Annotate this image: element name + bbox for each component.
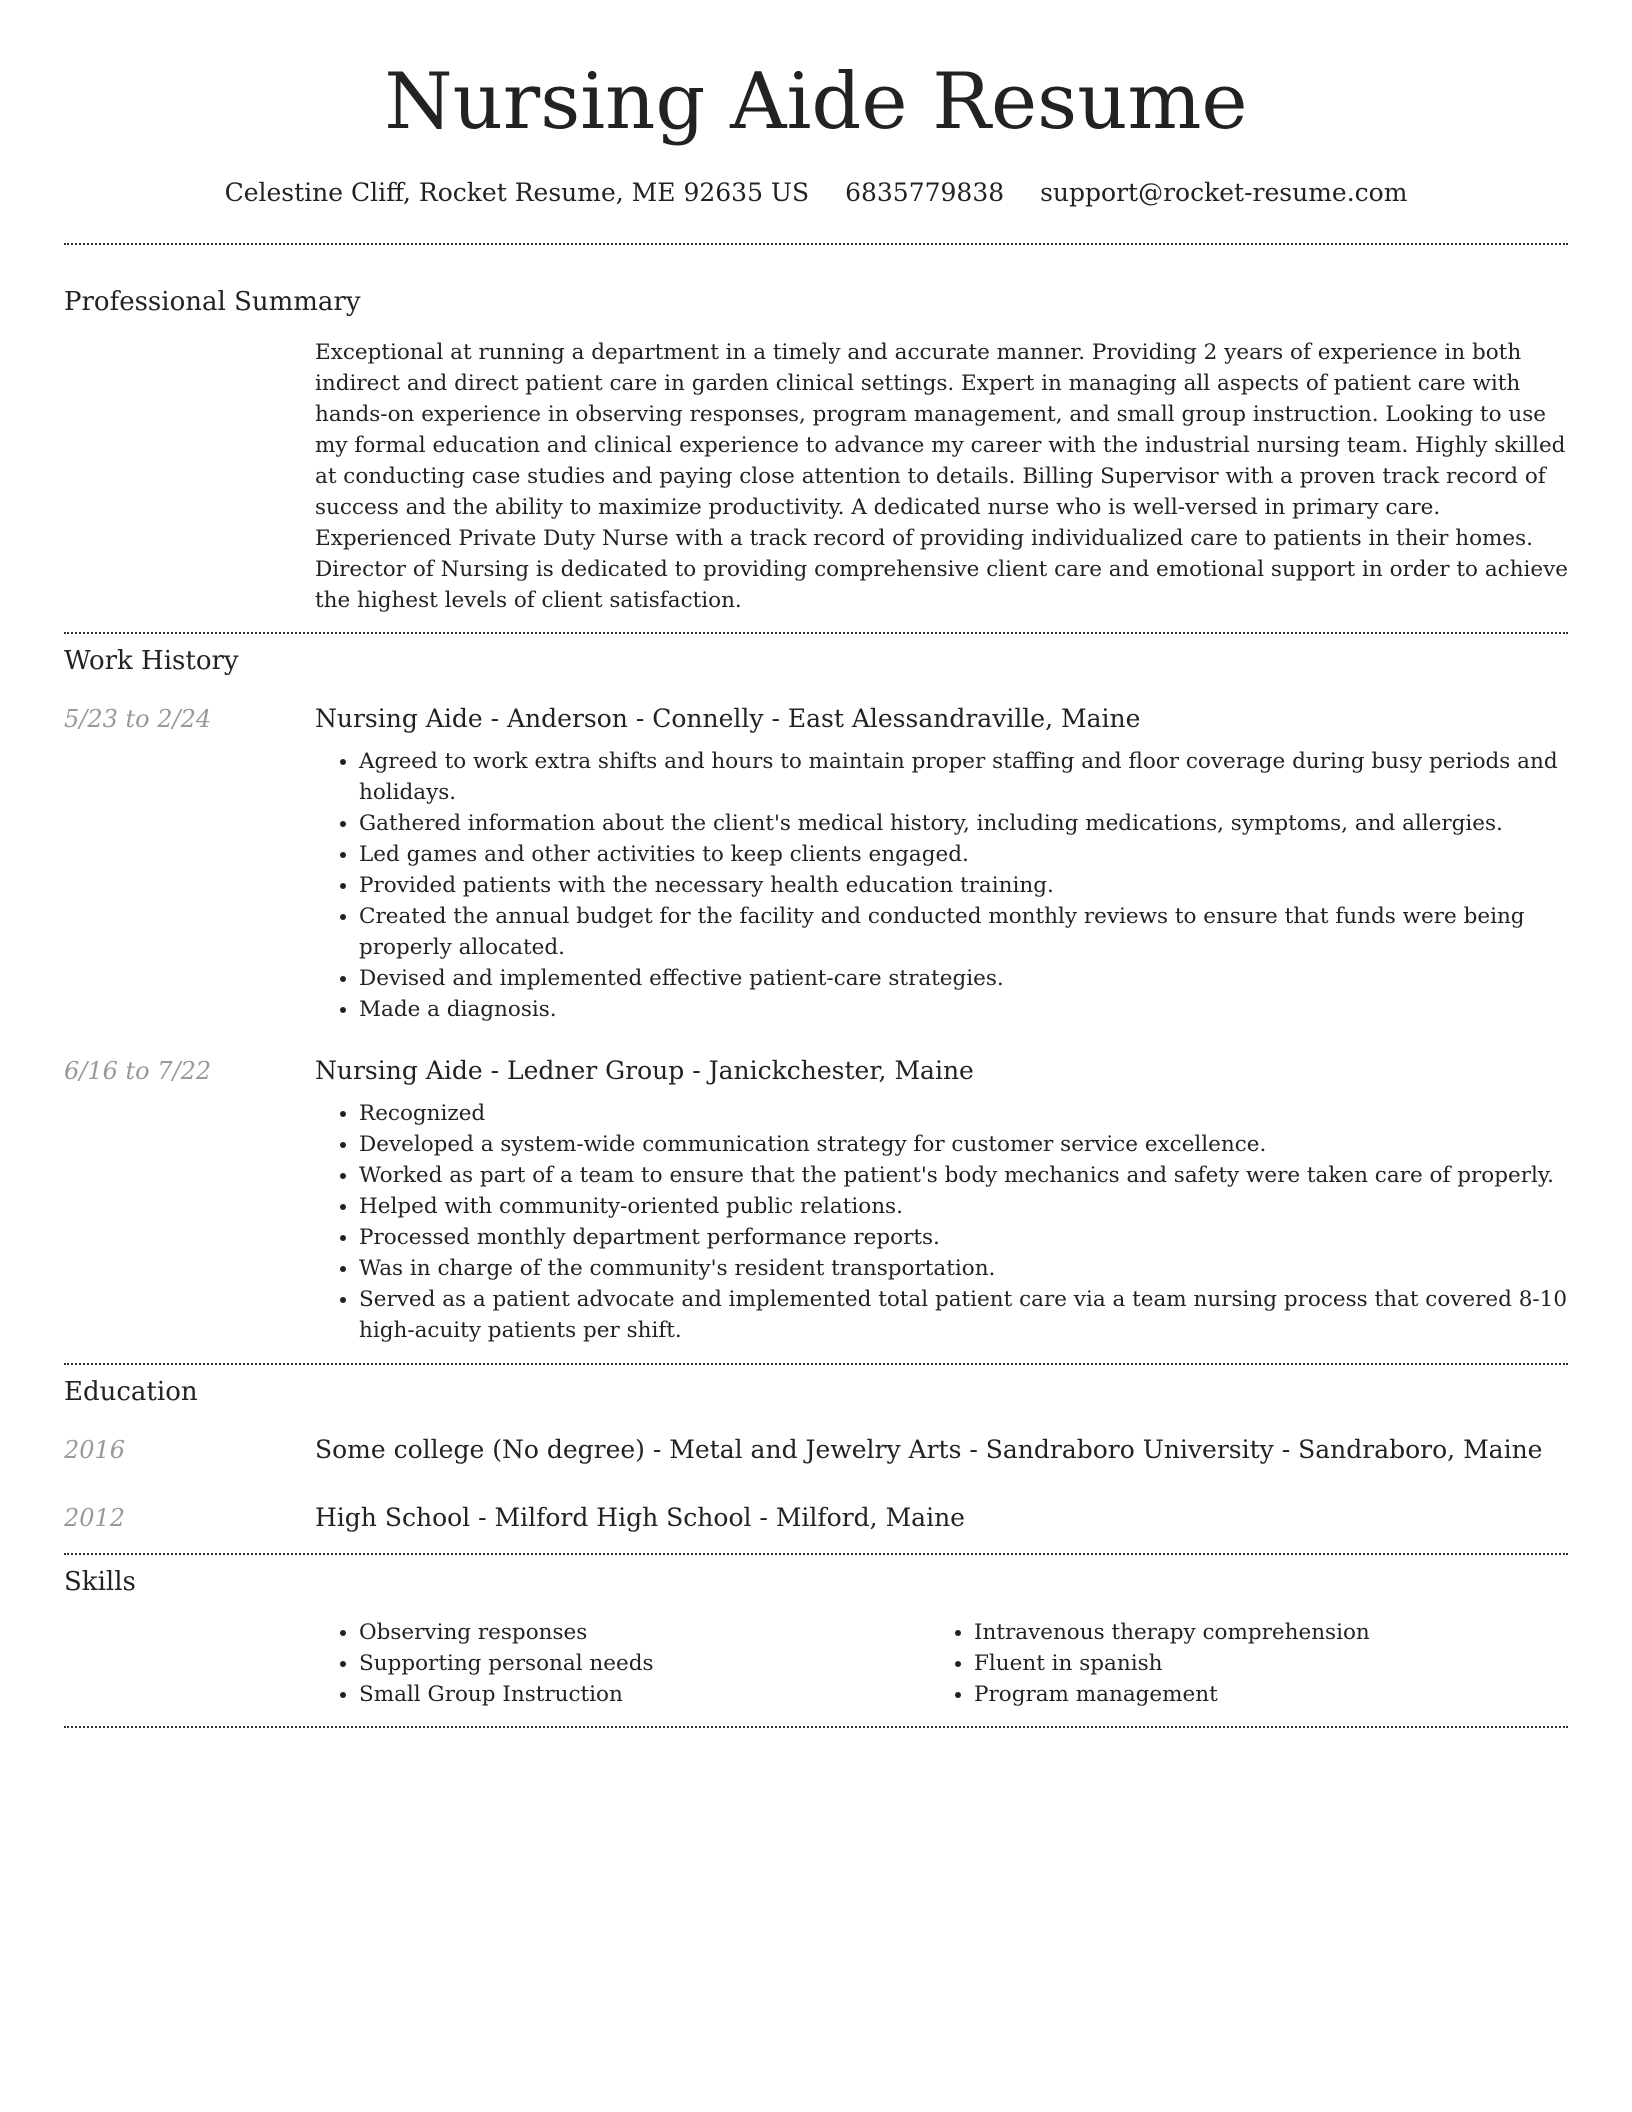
section-divider (64, 243, 1568, 245)
list-item: • Recognized (359, 1098, 1568, 1129)
contact-phone: 6835779838 (845, 178, 1005, 207)
education-entry (64, 1501, 1568, 1535)
skills-list (315, 1617, 1568, 1710)
section-divider (64, 1726, 1568, 1728)
skills-heading: Skills (64, 1567, 136, 1597)
work-section (64, 644, 1568, 1346)
job-entry (64, 1054, 1568, 1346)
education-section (64, 1375, 1568, 1535)
education-entry (64, 1433, 1568, 1467)
resume-title: Nursing Aide Resume (384, 57, 1248, 147)
list-item: • Processed monthly department performance reports. (359, 1222, 1568, 1253)
resume-page (64, 0, 1568, 1728)
job-dates: 5/23 to 2/24 (64, 705, 212, 733)
education-text: Some college (No degree) - Metal and Jewelry Arts - Sandraboro University - Sandraboro, Maine (315, 1435, 1543, 1464)
job-bullets (315, 746, 1568, 1025)
summary-text: Exceptional at running a department in a timely and accurate manner. Providing 2 years of experience in both indirect and direct patient care in garden clinical settings. Expert in managing all aspects of patient care with hands-on experience in observing responses, program management, and small group instruction. Looking to use my formal education and clinical experience to advance my career with the industrial nursing team. Highly skilled at conducting case studies and paying close attention to details. Billing Supervisor with a proven track record of success and the ability to maximize productivity. A dedicated nurse who is well-versed in primary care. Experienced Private Duty Nurse with a track record of providing individualized care to patients in their homes. Director of Nursing is dedicated to providing comprehensive client care and emotional support in order to achieve the highest levels of client satisfaction. (315, 340, 1569, 613)
resume-header (64, 0, 1568, 210)
list-item: • Served as a patient advocate and implemented total patient care via a team nursing process that covered 8-10 high-acuity patients per shift. (359, 1284, 1568, 1346)
list-item: • Worked as part of a team to ensure that the patient's body mechanics and safety were taken care of properly. (359, 1160, 1568, 1191)
list-item: • Supporting personal needs (359, 1648, 930, 1679)
summary-section (64, 285, 1568, 616)
summary-heading: Professional Summary (64, 287, 361, 317)
work-heading: Work History (64, 646, 239, 676)
list-item: • Was in charge of the community's resident transportation. (359, 1253, 1568, 1284)
skills-column-left (315, 1617, 930, 1710)
list-item: • Provided patients with the necessary health education training. (359, 870, 1568, 901)
section-divider (64, 1553, 1568, 1555)
job-entry (64, 702, 1568, 1025)
list-item: • Small Group Instruction (359, 1679, 930, 1710)
list-item: • Created the annual budget for the facility and conducted monthly reviews to ensure that funds were being properly allocated. (359, 901, 1568, 963)
education-text: High School - Milford High School - Milford, Maine (315, 1503, 965, 1532)
list-item: • Helped with community-oriented public relations. (359, 1191, 1568, 1222)
list-item: • Devised and implemented effective patient-care strategies. (359, 963, 1568, 994)
list-item: • Intravenous therapy comprehension (974, 1617, 1545, 1648)
education-heading: Education (64, 1377, 198, 1407)
skills-column-right (930, 1617, 1545, 1710)
list-item: • Program management (974, 1679, 1545, 1710)
list-item: • Agreed to work extra shifts and hours to maintain proper staffing and floor coverage during busy periods and holidays. (359, 746, 1568, 808)
contact-email: support@rocket-resume.com (1040, 178, 1408, 207)
job-title: Nursing Aide - Ledner Group - Janickchester, Maine (315, 1056, 974, 1085)
job-bullets (315, 1098, 1568, 1346)
education-year: 2012 (64, 1504, 126, 1532)
job-dates: 6/16 to 7/22 (64, 1057, 212, 1085)
contact-address: Celestine Cliff, Rocket Resume, ME 92635 US (224, 178, 810, 207)
list-item: • Made a diagnosis. (359, 994, 1568, 1025)
list-item: • Led games and other activities to keep clients engaged. (359, 839, 1568, 870)
list-item: • Fluent in spanish (974, 1648, 1545, 1679)
list-item: • Observing responses (359, 1617, 930, 1648)
list-item: • Gathered information about the client's medical history, including medications, symptoms, and allergies. (359, 808, 1568, 839)
section-divider (64, 632, 1568, 634)
contact-line (64, 176, 1568, 210)
job-title: Nursing Aide - Anderson - Connelly - East Alessandraville, Maine (315, 704, 1141, 733)
education-year: 2016 (64, 1436, 126, 1464)
list-item: • Developed a system-wide communication strategy for customer service excellence. (359, 1129, 1568, 1160)
section-divider (64, 1363, 1568, 1365)
skills-section (64, 1565, 1568, 1710)
